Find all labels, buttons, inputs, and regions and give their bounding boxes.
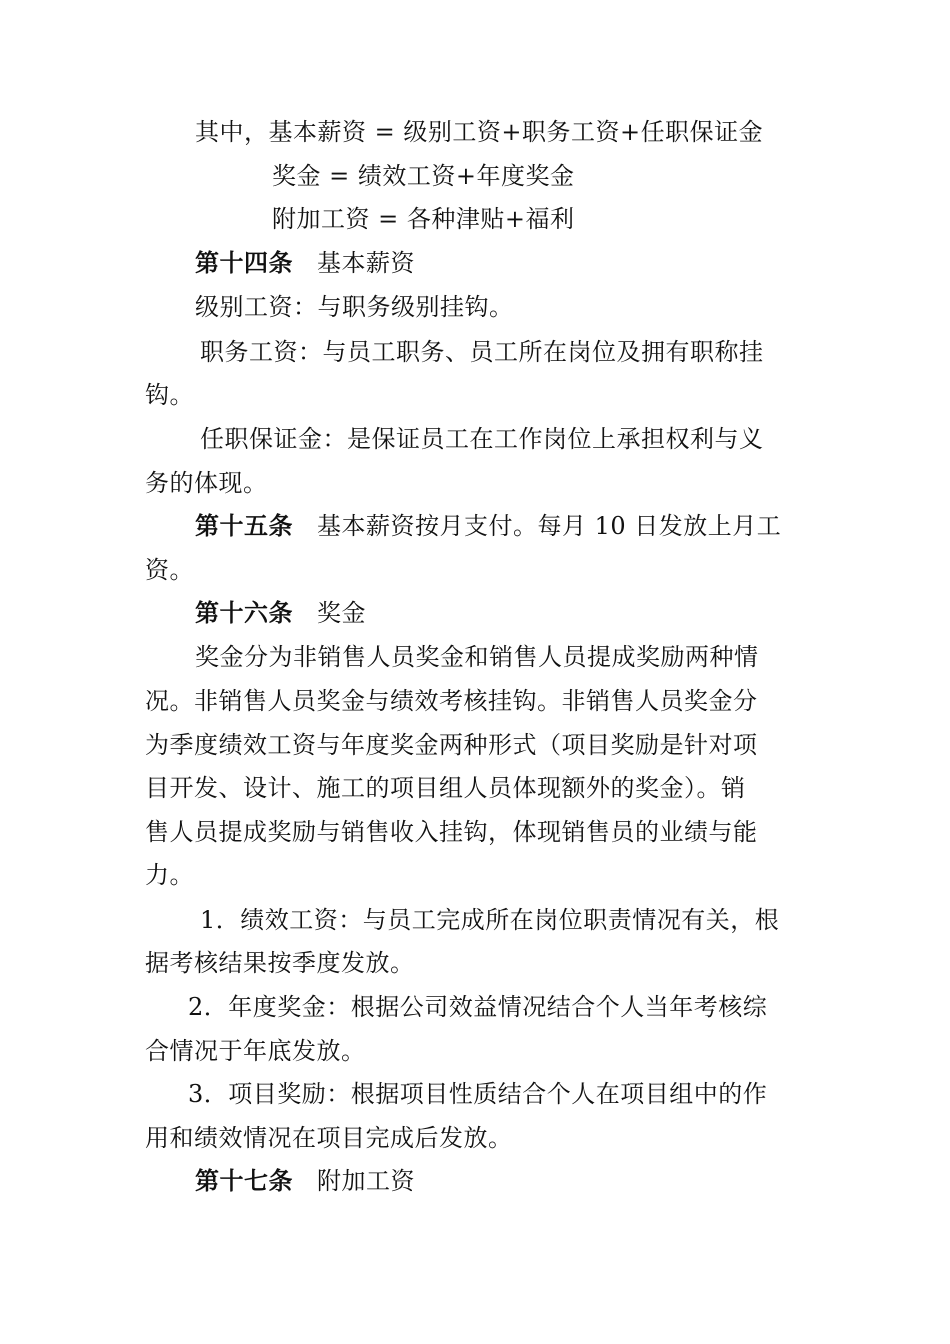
article-14-subject: 基本薪资 [317, 249, 415, 277]
article-16-item3-line1: 3．项目奖励：根据项目性质结合个人在项目组中的作 [188, 1080, 768, 1108]
article-16-body-line3: 为季度绩效工资与年度奖金两种形式（项目奖励是针对项 [145, 731, 758, 759]
article-15-text: 基本薪资按月支付。每月 10 日发放上月工 [317, 512, 782, 540]
article-16-subject: 奖金 [317, 599, 366, 627]
article-17-subject: 附加工资 [317, 1167, 415, 1195]
article-16-item2-line1: 2．年度奖金：根据公司效益情况结合个人当年考核综 [188, 993, 768, 1021]
formula-line-1: 其中，基本薪资 = 级别工资+职务工资+任职保证金 [195, 118, 764, 146]
article-16-body-line1: 奖金分为非销售人员奖金和销售人员提成奖励两种情 [195, 643, 759, 671]
article-17-heading [195, 1165, 415, 1197]
article-16-body-line4: 目开发、设计、施工的项目组人员体现额外的奖金）。销 [145, 774, 746, 802]
formula-line-3: 附加工资 = 各种津贴+福利 [272, 205, 575, 233]
article-15-title: 第十五条 [195, 511, 293, 540]
article-16-title: 第十六条 [195, 598, 293, 627]
article-16-item1-line2: 据考核结果按季度发放。 [145, 949, 415, 977]
article-14-p3-line1: 任职保证金：是保证员工在工作岗位上承担权利与义 [200, 425, 764, 453]
article-16-item1-line1: 1．绩效工资：与员工完成所在岗位职责情况有关，根 [200, 906, 780, 934]
article-16-heading [195, 597, 366, 629]
article-16-body-line2: 况。非销售人员奖金与绩效考核挂钩。非销售人员奖金分 [145, 687, 758, 715]
formula-line-2: 奖金 = 绩效工资+年度奖金 [272, 162, 575, 190]
article-14-heading [195, 247, 415, 279]
article-16-item2-line2: 合情况于年底发放。 [145, 1037, 366, 1065]
article-14-p2-line1: 职务工资：与员工职务、员工所在岗位及拥有职称挂 [200, 338, 764, 366]
article-15-line2: 资。 [145, 556, 194, 584]
article-15-line1 [195, 510, 781, 542]
article-14-title: 第十四条 [195, 248, 293, 277]
article-16-body-line6: 力。 [145, 861, 194, 889]
article-14-p3-line2: 务的体现。 [145, 469, 268, 497]
article-16-item3-line2: 用和绩效情况在项目完成后发放。 [145, 1124, 513, 1152]
article-14-p2-line2: 钩。 [145, 381, 194, 409]
article-16-body-line5: 售人员提成奖励与销售收入挂钩，体现销售员的业绩与能 [145, 818, 758, 846]
article-17-title: 第十七条 [195, 1166, 293, 1195]
article-14-p1: 级别工资：与职务级别挂钩。 [195, 293, 514, 321]
